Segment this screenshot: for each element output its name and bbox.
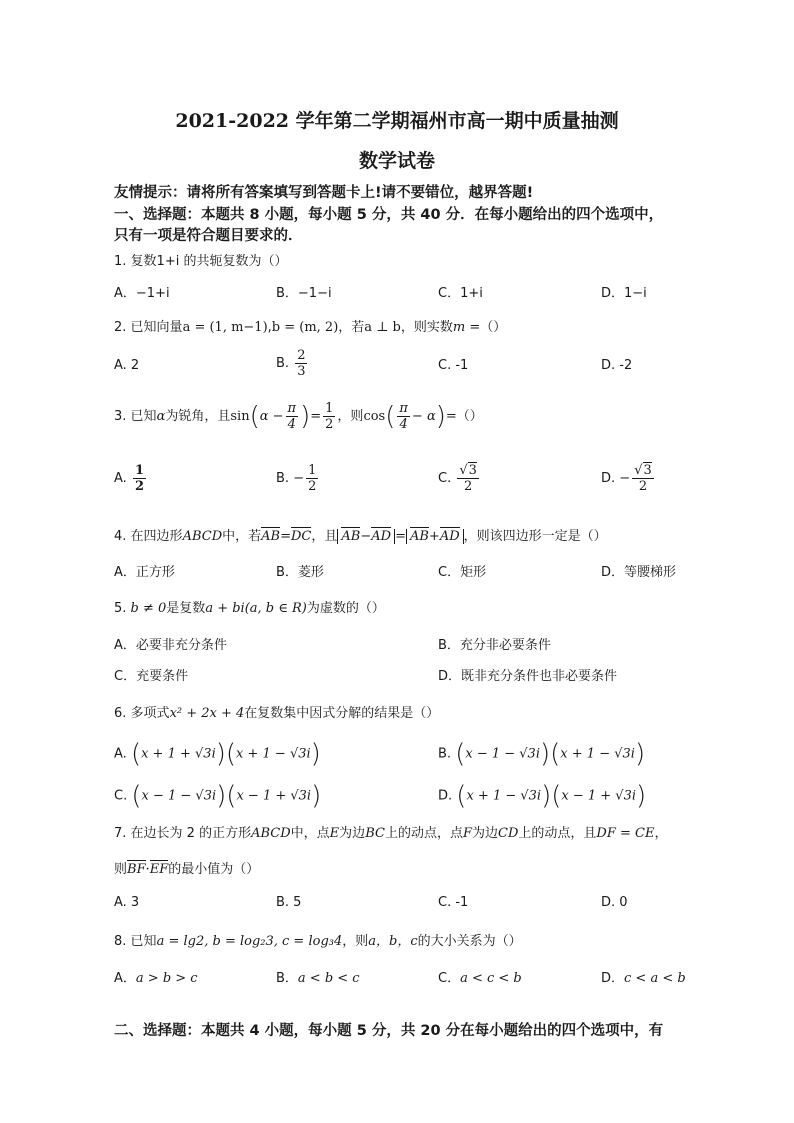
q7-option-c: C. -1 — [438, 895, 469, 910]
section1-heading-line1: 一、选择题：本题共 8 小题，每小题 5 分，共 40 分．在每小题给出的四个选项中， — [114, 207, 664, 223]
friendly-notice: 友情提示：请将所有答案填写到答题卡上!请不要错位，越界答题! — [114, 185, 534, 201]
q7-option-a: A. 3 — [114, 895, 140, 910]
q6-option-b: B. (x − 1 − √3i)(x + 1 − √3i) — [438, 739, 646, 769]
question-8: 8. 已知a = lg2, b = log₂3, c = log₃4，则a，b，c的大小关系为（） — [114, 934, 522, 949]
q2-option-d: D. -2 — [601, 358, 633, 373]
q8-option-c: C．a < c < b — [438, 971, 522, 986]
q4-option-a: A．正方形 — [114, 565, 175, 580]
question-5: 5. b ≠ 0是复数a + bi(a, b ∈ R)为虚数的（） — [114, 601, 385, 616]
q8-option-b: B．a < b < c — [276, 971, 360, 986]
q1-option-c: C．1+i — [438, 286, 483, 301]
q3-option-b: B. − $\frac{1}{2}$ — [276, 463, 317, 494]
q1-option-a: A．−1+i — [114, 286, 170, 301]
q5-option-d: D．既非充分条件也非必要条件 — [438, 669, 618, 684]
q2-option-b: B. $\frac{2}{3}$ — [276, 348, 306, 379]
question-1: 1. 复数1+i 的共轭复数为（） — [114, 254, 288, 269]
question-6: 6. 多项式x² + 2x + 4在复数集中因式分解的结果是（） — [114, 706, 440, 721]
q6-option-c: C. (x − 1 − √3i)(x − 1 + √3i) — [114, 781, 322, 811]
q2-option-a: A. 2 — [114, 358, 140, 373]
q4-option-c: C．矩形 — [438, 565, 487, 580]
question-7-line1: 7. 在边长为 2 的正方形ABCD中，点E为边BC上的动点，点F为边CD上的动点，且DF = CE， — [114, 826, 668, 841]
exam-subtitle: 数学试卷 — [358, 150, 435, 172]
q6-option-a: A. (x + 1 + √3i)(x + 1 − √3i) — [114, 739, 321, 769]
q4-option-b: B．菱形 — [276, 565, 324, 580]
question-4: 4. 在四边形ABCD中，若AB=DC，且 AB−AD = AB+AD ，则该四边形一定是（） — [114, 529, 607, 544]
question-3: 3. 已知α为锐角，且sin(α − $\frac{\pi}{4}$ )= $\frac{1}{2}$ ，则cos( $\frac{\pi}{4}$ − α)=（） — [114, 401, 483, 432]
q8-option-d: D．c < a < b — [601, 971, 686, 986]
q3-option-a: A. $\frac{1}{2}$ — [114, 463, 144, 494]
section2-heading: 二、选择题：本题共 4 小题，每小题 5 分，共 20 分在每小题给出的四个选项中，有 — [114, 1023, 664, 1039]
q1-option-d: D．1−i — [601, 286, 647, 301]
q6-option-d: D. (x + 1 − √3i)(x − 1 + √3i) — [438, 781, 647, 811]
q7-option-d: D. 0 — [601, 895, 628, 910]
q4-option-d: D．等腰梯形 — [601, 565, 677, 580]
q5-option-a: A．必要非充分条件 — [114, 638, 227, 653]
q1-option-b: B．−1−i — [276, 286, 332, 301]
q7-option-b: B. 5 — [276, 895, 302, 910]
exam-title: 2021-2022 学年第二学期福州市高一期中质量抽测 — [175, 110, 619, 132]
q2-option-c: C. -1 — [438, 358, 469, 373]
q5-option-b: B．充分非必要条件 — [438, 638, 551, 653]
q3-option-d: D. − $\frac{√3}{2}$ — [601, 463, 652, 494]
q8-option-a: A．a > b > c — [114, 971, 198, 986]
section1-heading-line2: 只有一项是符合题目要求的． — [114, 228, 303, 244]
q2-option-b-fraction: $\frac{2}{3}$ — [297, 348, 306, 379]
question-2: 2. 已知向量a = (1, m−1),b = (m, 2)，若a ⊥ b，则实数m =（） — [114, 320, 507, 335]
question-7-line2: 则BF·EF的最小值为（） — [114, 862, 260, 877]
q5-option-c: C．充要条件 — [114, 669, 189, 684]
q3-option-c: C. $\frac{√3}{2}$ — [438, 463, 477, 494]
